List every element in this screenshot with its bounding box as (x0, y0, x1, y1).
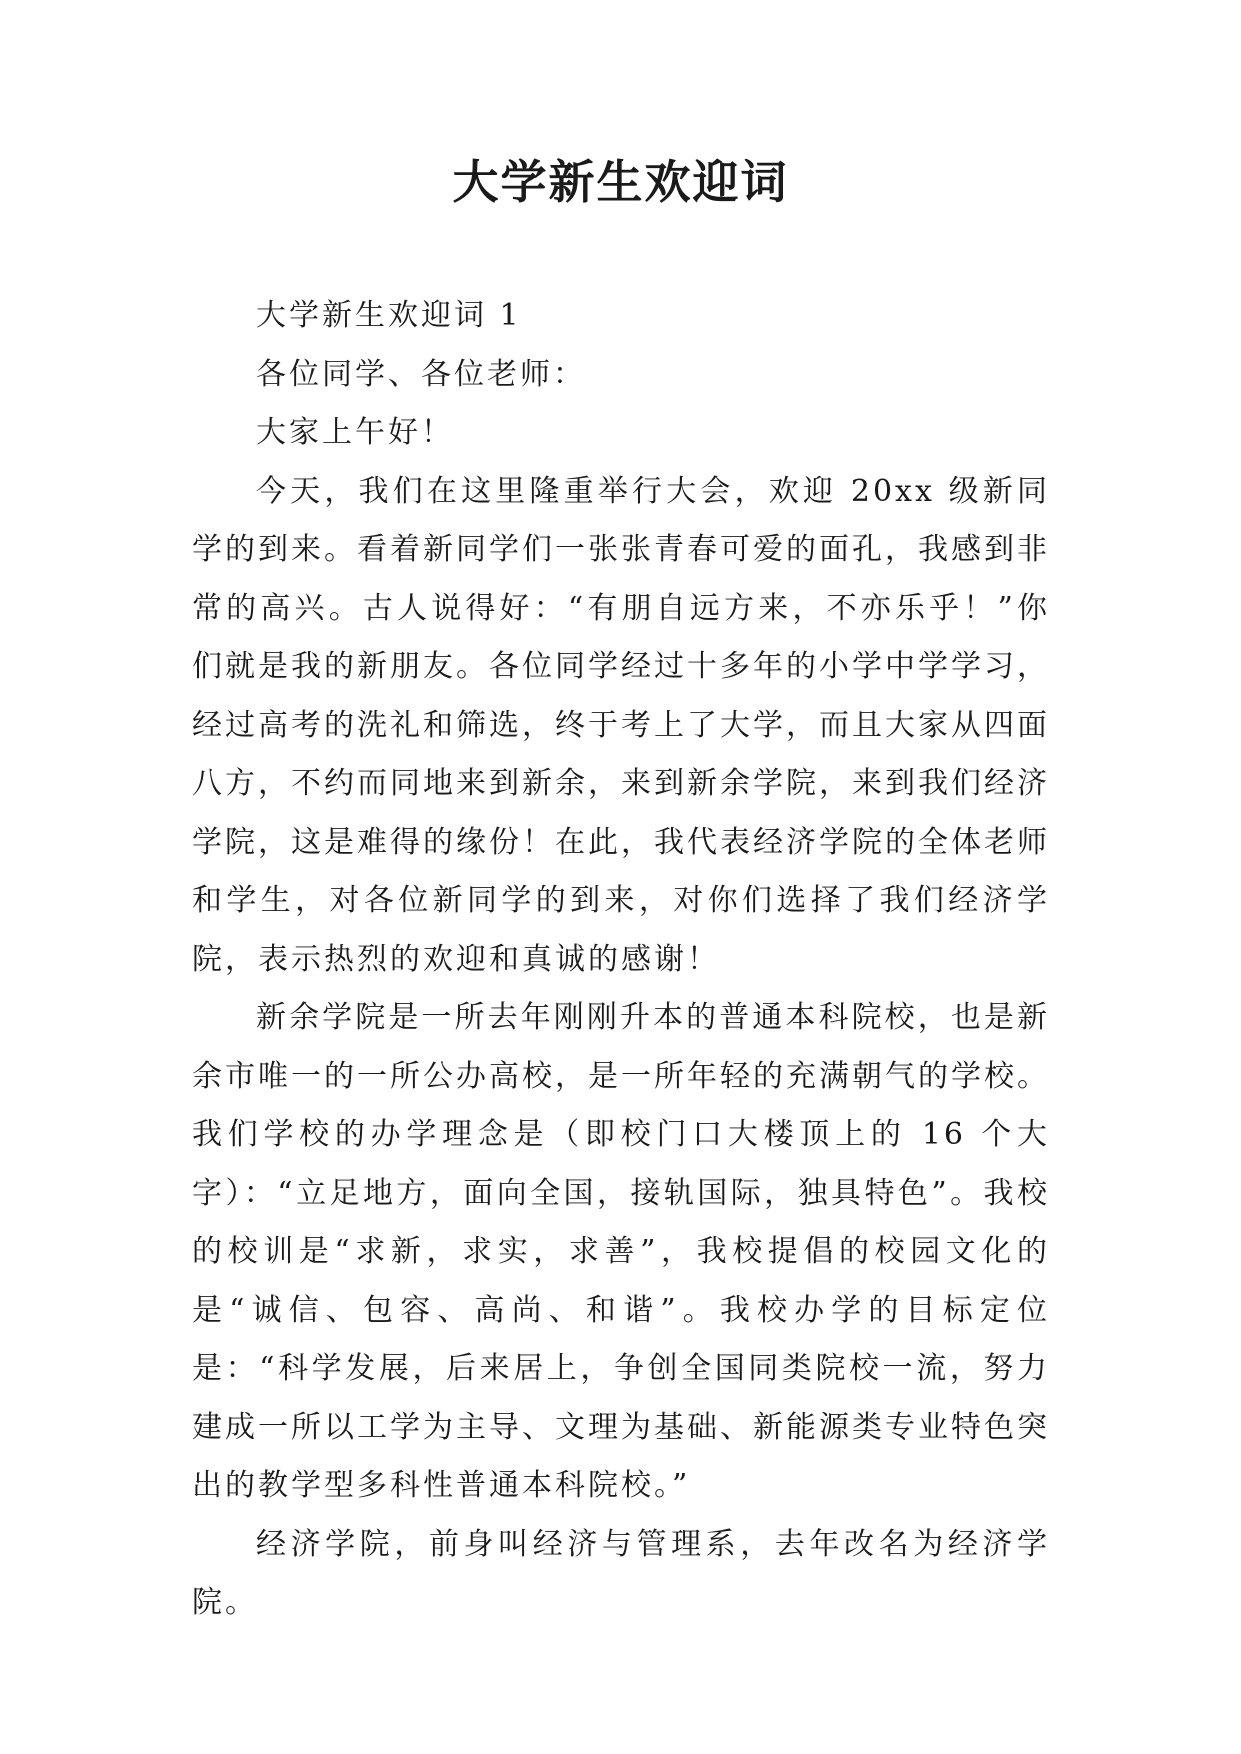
paragraph-school-of-economics: 经济学院，前身叫经济与管理系，去年改名为经济学院。 (192, 1526, 1050, 1620)
document-body (192, 287, 1050, 1633)
greeting: 大家上午好！ (256, 415, 454, 450)
salutation: 各位同学、各位老师： (256, 356, 586, 392)
section-heading: 大学新生欢迎词 1 (256, 298, 522, 333)
paragraph-college-intro: 新余学院是一所去年刚刚升本的普通本科院校，也是新余市唯一的一所公办高校，是一所年轻的充满朝气的学校。我们学校的办学理念是（即校门口大楼顶上的 16 个大字）：“立足地方，面向全国，接轨国际，独具特色”。我校的校训是“求新，求实，求善”，我校提倡的校园文化的是“诚信、包容、高尚、和谐”。我校办学的目标定位是：“科学发展，后来居上，争创全国同类院校一流，努力建成一所以工学为主导、文理为基础、新能源类专业特色突出的教学型多科性普通本科院校。” (192, 1000, 1050, 1503)
document-title: 大学新生欢迎词 (452, 155, 789, 209)
paragraph-welcome: 今天，我们在这里隆重举行大会，欢迎 20xx 级新同学的到来。看着新同学们一张张青春可爱的面孔，我感到非常的高兴。古人说得好：“有朋自远方来，不亦乐乎！”你们就是我的新朋友。各位同学经过十多年的小学中学学习，经过高考的洗礼和筛选，终于考上了大学，而且大家从四面八方，不约而同地来到新余，来到新余学院，来到我们经济学院，这是难得的缘份！在此，我代表经济学院的全体老师和学生，对各位新同学的到来，对你们选择了我们经济学院，表示热烈的欢迎和真诚的感谢！ (192, 473, 1050, 977)
